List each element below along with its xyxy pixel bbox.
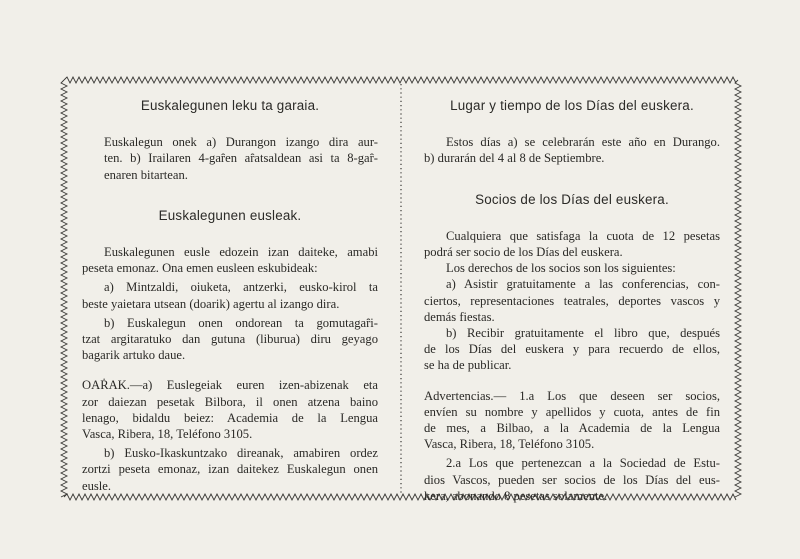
heading-eusleak: Euskalegunen eusleak. bbox=[158, 207, 302, 223]
heading-lugar-tiempo: Lugar y tiempo de los Días del euskera. bbox=[450, 98, 694, 113]
paragraph-cualquiera: Cualquiera que satisfaga la cuota de 12 pesetas podrá ser socio de los Días del euskera. bbox=[424, 228, 720, 260]
paragraph-a-asistir: a) Asistir gratuitamente a las conferencias, con- ciertos, representaciones teatrales, deportes vascos y demás fiestas. bbox=[424, 277, 720, 324]
paragraph-2a-sociedad: 2.a Los que pertenezcan a la Sociedad de Estu- dios Vascos, pueden ser socios de los Días del eus- kera, abonando 8 pesetas solamente. bbox=[424, 456, 720, 503]
heading-leku-garaia: Euskalegunen leku ta garaia. bbox=[140, 98, 320, 113]
page-frame bbox=[60, 76, 742, 501]
paragraph-derechos: Los derechos de los socios son los siguientes: bbox=[446, 261, 676, 276]
paragraph-advertencias: Advertencias.— 1.a Los que deseen ser socios, envíen su nombre y apellidos y cuota, antes de fin de mes, a Bilbao, a la Academia de la Lengua Vasca, Ribera, 18, Teléfono 3105. bbox=[424, 388, 720, 452]
paragraph-b-ikaskuntza: b) Eusko-Ikaskuntzako direanak, amabiren ordez zortzi peseta emonaz, izan daitekez Euskalegun onen eusle. bbox=[82, 446, 378, 493]
paragraph-a-mintzaldi: a) Mintzaldi, oiuketa, antzerki, eusko-kirol ta beste yaietara utsean (doarik) agertu al izango dira. bbox=[82, 280, 378, 311]
paragraph-durangon: Euskalegun onek a) Durangon izango dira aur- ten. b) Irailaren 4-gaȓen aȓatsaldean asi ta 8-gaȓ- enaren bitartean. bbox=[104, 135, 378, 182]
paragraph-b-gutuna: b) Euskalegun onen ondorean ta gomutagaȓi- tzat argitaratuko dan gutuna (liburua) diru geyago bagarik artuko daue. bbox=[82, 315, 378, 363]
paragraph-oarak: OAṘAK.—a) Euslegeiak euren izen-abizenak eta zor daiezan pesetak Bilbora, il onen atzena baino lenago, bidaldu beiez: Academia de la Lengua Vasca, Ribera, 18, Teléfono 3105. bbox=[82, 378, 378, 442]
heading-socios: Socios de los Días del euskera. bbox=[475, 191, 669, 207]
paragraph-eusle: Euskalegunen eusle edozein izan daiteke, amabi peseta emonaz. Ona emen eusleen eskubideak: bbox=[82, 245, 378, 276]
column-basque bbox=[82, 98, 378, 494]
paragraph-estos-dias: Estos días a) se celebrarán este año en Durango. b) durarán del 4 al 8 de Septiembre. bbox=[424, 135, 720, 166]
column-spanish bbox=[424, 98, 720, 504]
paragraph-b-recibir: b) Recibir gratuitamente el libro que, después de los Días del euskera y para recuerdo de ellos, se ha de publicar. bbox=[424, 326, 720, 373]
